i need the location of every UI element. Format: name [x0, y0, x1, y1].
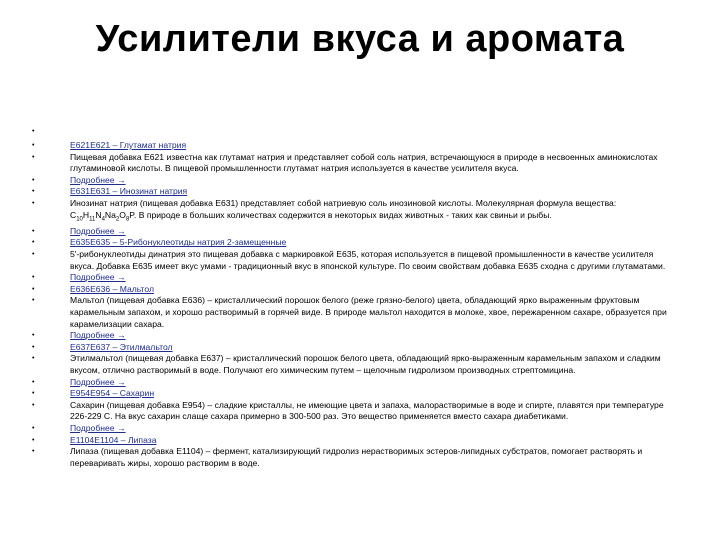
list-item — [32, 353, 672, 376]
bullet-icon: • — [32, 128, 35, 135]
formula-subscript: 2 — [115, 216, 120, 223]
bullet-icon: • — [32, 332, 35, 340]
formula-subscript: 8 — [125, 216, 130, 223]
bullet-icon: • — [32, 251, 35, 259]
formula-element: O — [119, 209, 126, 220]
list-item — [32, 186, 672, 198]
formula-element: C — [70, 209, 77, 220]
more-link[interactable]: Подробнее → — [70, 174, 126, 185]
formula-subscript: 11 — [89, 216, 96, 223]
additive-description: Этилмальтол (пищевая добавка E637) – кристаллический порошок белого цвета, обладающий ярко-выраженным карамельным запахом и сладким вкусом, отлично растворимый в воде. Получают его химическим путем – щелочным гидролизом производных стрептомицина. — [70, 353, 661, 375]
additive-description: . В природе в больших количествах содержится в некоторых видах животных - таких как свиньи и рыбы. — [133, 209, 552, 220]
list-item — [32, 237, 672, 249]
more-link[interactable]: Подробнее → — [70, 225, 126, 236]
list-item — [32, 435, 672, 447]
slide-title: Усилители вкуса и аромата — [95, 18, 625, 60]
formula-subscript: 4 — [101, 216, 105, 223]
formula-element: Na — [104, 209, 116, 220]
bullet-icon: • — [32, 153, 35, 161]
bullet-icon: • — [32, 227, 35, 235]
more-link[interactable]: Подробнее → — [70, 330, 126, 341]
list-item — [32, 284, 672, 296]
additive-description: Липаза (пищевая добавка E1104) – фермент, катализирующий гидролиз нерастворимых эстеров-липидных субстратов, помогает растворять и переваривать жиры, хорошо растворим в воде. — [70, 446, 643, 468]
formula-element: H — [82, 209, 90, 220]
list-item — [32, 272, 672, 284]
list-item — [32, 377, 672, 389]
additive-link[interactable]: E621E621 – Глутамат натрия — [70, 140, 187, 150]
formula-element: P — [129, 209, 134, 220]
list-item — [32, 295, 672, 330]
additive-description: Мальтол (пищевая добавка E636) – кристаллический порошок белого (реже грязно-белого) цвета, обладающий ярко выраженным фруктовым карамельным запахом, и хорошо растворимый в горячей виде. В природе мальтол находится в молоке, хвое, пережаренном сахаре, образуется при карамелизации сахара. — [70, 295, 667, 329]
formula-subscript: 10 — [76, 216, 83, 223]
bullet-icon: • — [32, 401, 35, 409]
bullet-icon: • — [32, 239, 35, 247]
bullet-icon: • — [32, 390, 35, 398]
list-item — [32, 226, 672, 238]
list-item — [32, 330, 672, 342]
bullet-icon: • — [32, 285, 35, 293]
additive-link[interactable]: E636E636 – Мальтол — [70, 283, 154, 294]
list-item — [32, 175, 672, 187]
bullet-icon: • — [32, 436, 35, 444]
list-item — [32, 342, 672, 354]
more-link[interactable]: Подробнее → — [70, 376, 126, 387]
additive-description: 5'-рибонуклеотиды динатрия это пищевая добавка с маркировкой E635, которая используется в пищевой промышленности в качестве усилителя вкуса. Добавка E635 имеет вкус умами - традиционный вкус в японской культуре. По своим свойствам добавка E635 сходна с другими глутаматами. — [70, 249, 666, 271]
formula-element: N — [95, 209, 102, 220]
additives-list — [32, 126, 672, 469]
list-item — [32, 388, 672, 400]
more-link[interactable]: Подробнее → — [70, 272, 126, 283]
list-item — [32, 126, 672, 140]
list-item — [32, 152, 672, 175]
bullet-icon: • — [32, 142, 35, 149]
bullet-icon: • — [32, 378, 35, 386]
list-item — [32, 140, 672, 152]
list-item — [32, 249, 672, 272]
bullet-icon: • — [32, 297, 35, 305]
bullet-icon: • — [32, 448, 35, 456]
bullet-icon: • — [32, 343, 35, 351]
additive-link[interactable]: E637E637 – Этилмальтол — [70, 341, 173, 352]
list-item — [32, 400, 672, 423]
additive-link[interactable]: E635E635 – 5-Рибонуклеотиды натрия 2-замещенные — [70, 237, 287, 248]
additive-description: Сахарин (пищевая добавка E954) – сладкие кристаллы, не имеющие цвета и запаха, малорастворимые в воде и спирте, плавятся при температуре 226-229 С. На вкус сахарин слаще сахара примерно в 300-500 раз. Это вещество применяется вместо сахара диабетиками. — [70, 399, 664, 422]
additive-description: Пищевая добавка E621 известна как глутамат натрия и представляет собой соль натрия, встречающуюся в природе в несвоенных аминокислотах глутаминовой кислоты. В пищевой промышленности глутамат натрия используется в качестве усилителя вкуса. — [70, 151, 658, 174]
bullet-icon: • — [32, 199, 35, 207]
list-item — [32, 446, 672, 469]
molecular-formula — [70, 209, 134, 223]
additive-link[interactable]: E954E954 – Сахарин — [70, 388, 155, 399]
bullet-icon: • — [32, 188, 35, 196]
bullet-icon: • — [32, 424, 35, 432]
more-link[interactable]: Подробнее → — [70, 422, 126, 433]
bullet-icon: • — [32, 355, 35, 363]
additive-description: Инозинат натрия (пищевая добавка E631) представляет собой натриевую соль инозиновой кислоты. Молекулярная формула вещества: — [70, 197, 617, 208]
bullet-icon: • — [32, 274, 35, 282]
additive-link[interactable]: E631E631 – Инозинат натрия — [70, 186, 188, 197]
bullet-icon: • — [32, 176, 35, 184]
additive-link[interactable]: E1104E1104 – Липаза — [70, 434, 157, 445]
list-item — [32, 423, 672, 435]
list-item — [32, 198, 672, 226]
